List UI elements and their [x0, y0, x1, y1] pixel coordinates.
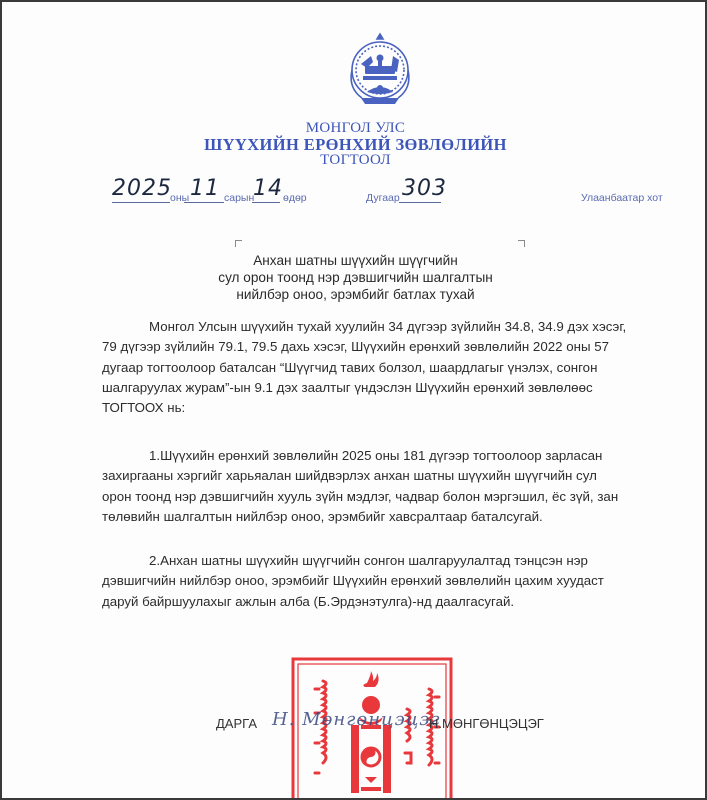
- text-line: 2.Анхан шатны шүүхийн шүүгчийн сонгон шалгаруулалтад тэнцсэн нэр: [149, 553, 588, 568]
- signatory-title: ДАРГА: [216, 716, 257, 731]
- day-value: 14: [253, 176, 283, 201]
- month-value: 11: [190, 176, 220, 201]
- handwritten-signature: Н. Мөнгөнцэцэг: [272, 709, 441, 730]
- year-value: 2025: [112, 176, 172, 201]
- text-line: төлөвийн шалгалтын нийлбэр оноо, эрэмбийг хавсралтаар баталсугай.: [102, 508, 543, 524]
- text-line: даруй байршуулахыг ажлын алба (Б.Эрдэнэтулга)-нд даалгасугай.: [102, 593, 515, 609]
- document-type-heading: ТОГТООЛ: [320, 152, 391, 168]
- resolution-item-2: [102, 551, 604, 612]
- title-line: сул орон тоонд нэр дэвшигчийн шалгалтын: [218, 270, 493, 285]
- text-line: ТОГТООХ нь:: [102, 400, 186, 416]
- signature-row: [2, 709, 705, 737]
- document-title: [2, 252, 705, 303]
- text-line: Монгол Улсын шүүхийн тухай хуулийн 34 дүгээр зүйлийн 34.8, 34.9 дэх хэсэг,: [149, 319, 627, 334]
- resolution-item-1: [102, 446, 619, 527]
- text-line: дугаар тогтоолоор баталсан “Шүүгчид тавих болзол, шаардлагыг үнэлэх, сонгон: [102, 359, 598, 375]
- place-label: Улаанбаатар хот: [581, 192, 663, 204]
- state-emblem-icon: [339, 30, 421, 110]
- document-page: [2, 2, 705, 798]
- text-line: 1.Шүүхийн ерөнхий зөвлөлийн 2025 оны 181 дүгээр тогтоолоор зарласан: [149, 448, 603, 463]
- document-meta-row: [2, 176, 705, 212]
- bracket-corner-right: [518, 240, 525, 247]
- number-underline: [399, 202, 441, 203]
- preamble-paragraph: [102, 317, 627, 418]
- institution-heading: ШҮҮХИЙН ЕРӨНХИЙ ЗӨВЛӨЛИЙН: [204, 135, 507, 154]
- number-label: Дугаар: [366, 192, 400, 204]
- country-heading: МОНГОЛ УЛС: [305, 120, 406, 136]
- title-line: Анхан шатны шүүхийн шүүгчийн: [253, 253, 458, 268]
- text-line: 79 дүгээр зүйлийн 79.1, 79.5 дахь хэсэг, Шүүхийн ерөнхий зөвлөлийн 2022 оны 57: [102, 339, 609, 355]
- text-line: шалгаруулах журам”-ын 9.1 дэх заалтыг үндэслэн Шүүхийн ерөнхий зөвлөлөөс: [102, 379, 593, 395]
- bracket-corner-left: [235, 240, 242, 247]
- year-label: оны: [170, 192, 190, 204]
- month-label: сарын: [224, 192, 255, 204]
- text-line: орон тоонд нэр дэвшигчийн хууль зүйн мэдлэг, чадвар болон мэргэшил, ёс зүй, зан: [102, 488, 619, 504]
- month-underline: [184, 202, 224, 203]
- signatory-name: Н.МӨНГӨНЦЭЦЭГ: [429, 716, 544, 731]
- number-value: 303: [402, 176, 447, 201]
- text-line: захиргааны хэргийг харьяалан шийдвэрлэх анхан шатны шүүхийн шүүгчийн сул: [102, 468, 597, 484]
- day-underline: [252, 202, 280, 203]
- text-line: дэвшигчийн нийлбэр оноо, эрэмбийг Шүүхийн ерөнхий зөвлөлийн цахим хуудаст: [102, 573, 604, 589]
- year-underline: [112, 202, 170, 203]
- day-label: өдөр: [283, 192, 307, 204]
- title-line: нийлбэр оноо, эрэмбийг батлах тухай: [236, 287, 475, 302]
